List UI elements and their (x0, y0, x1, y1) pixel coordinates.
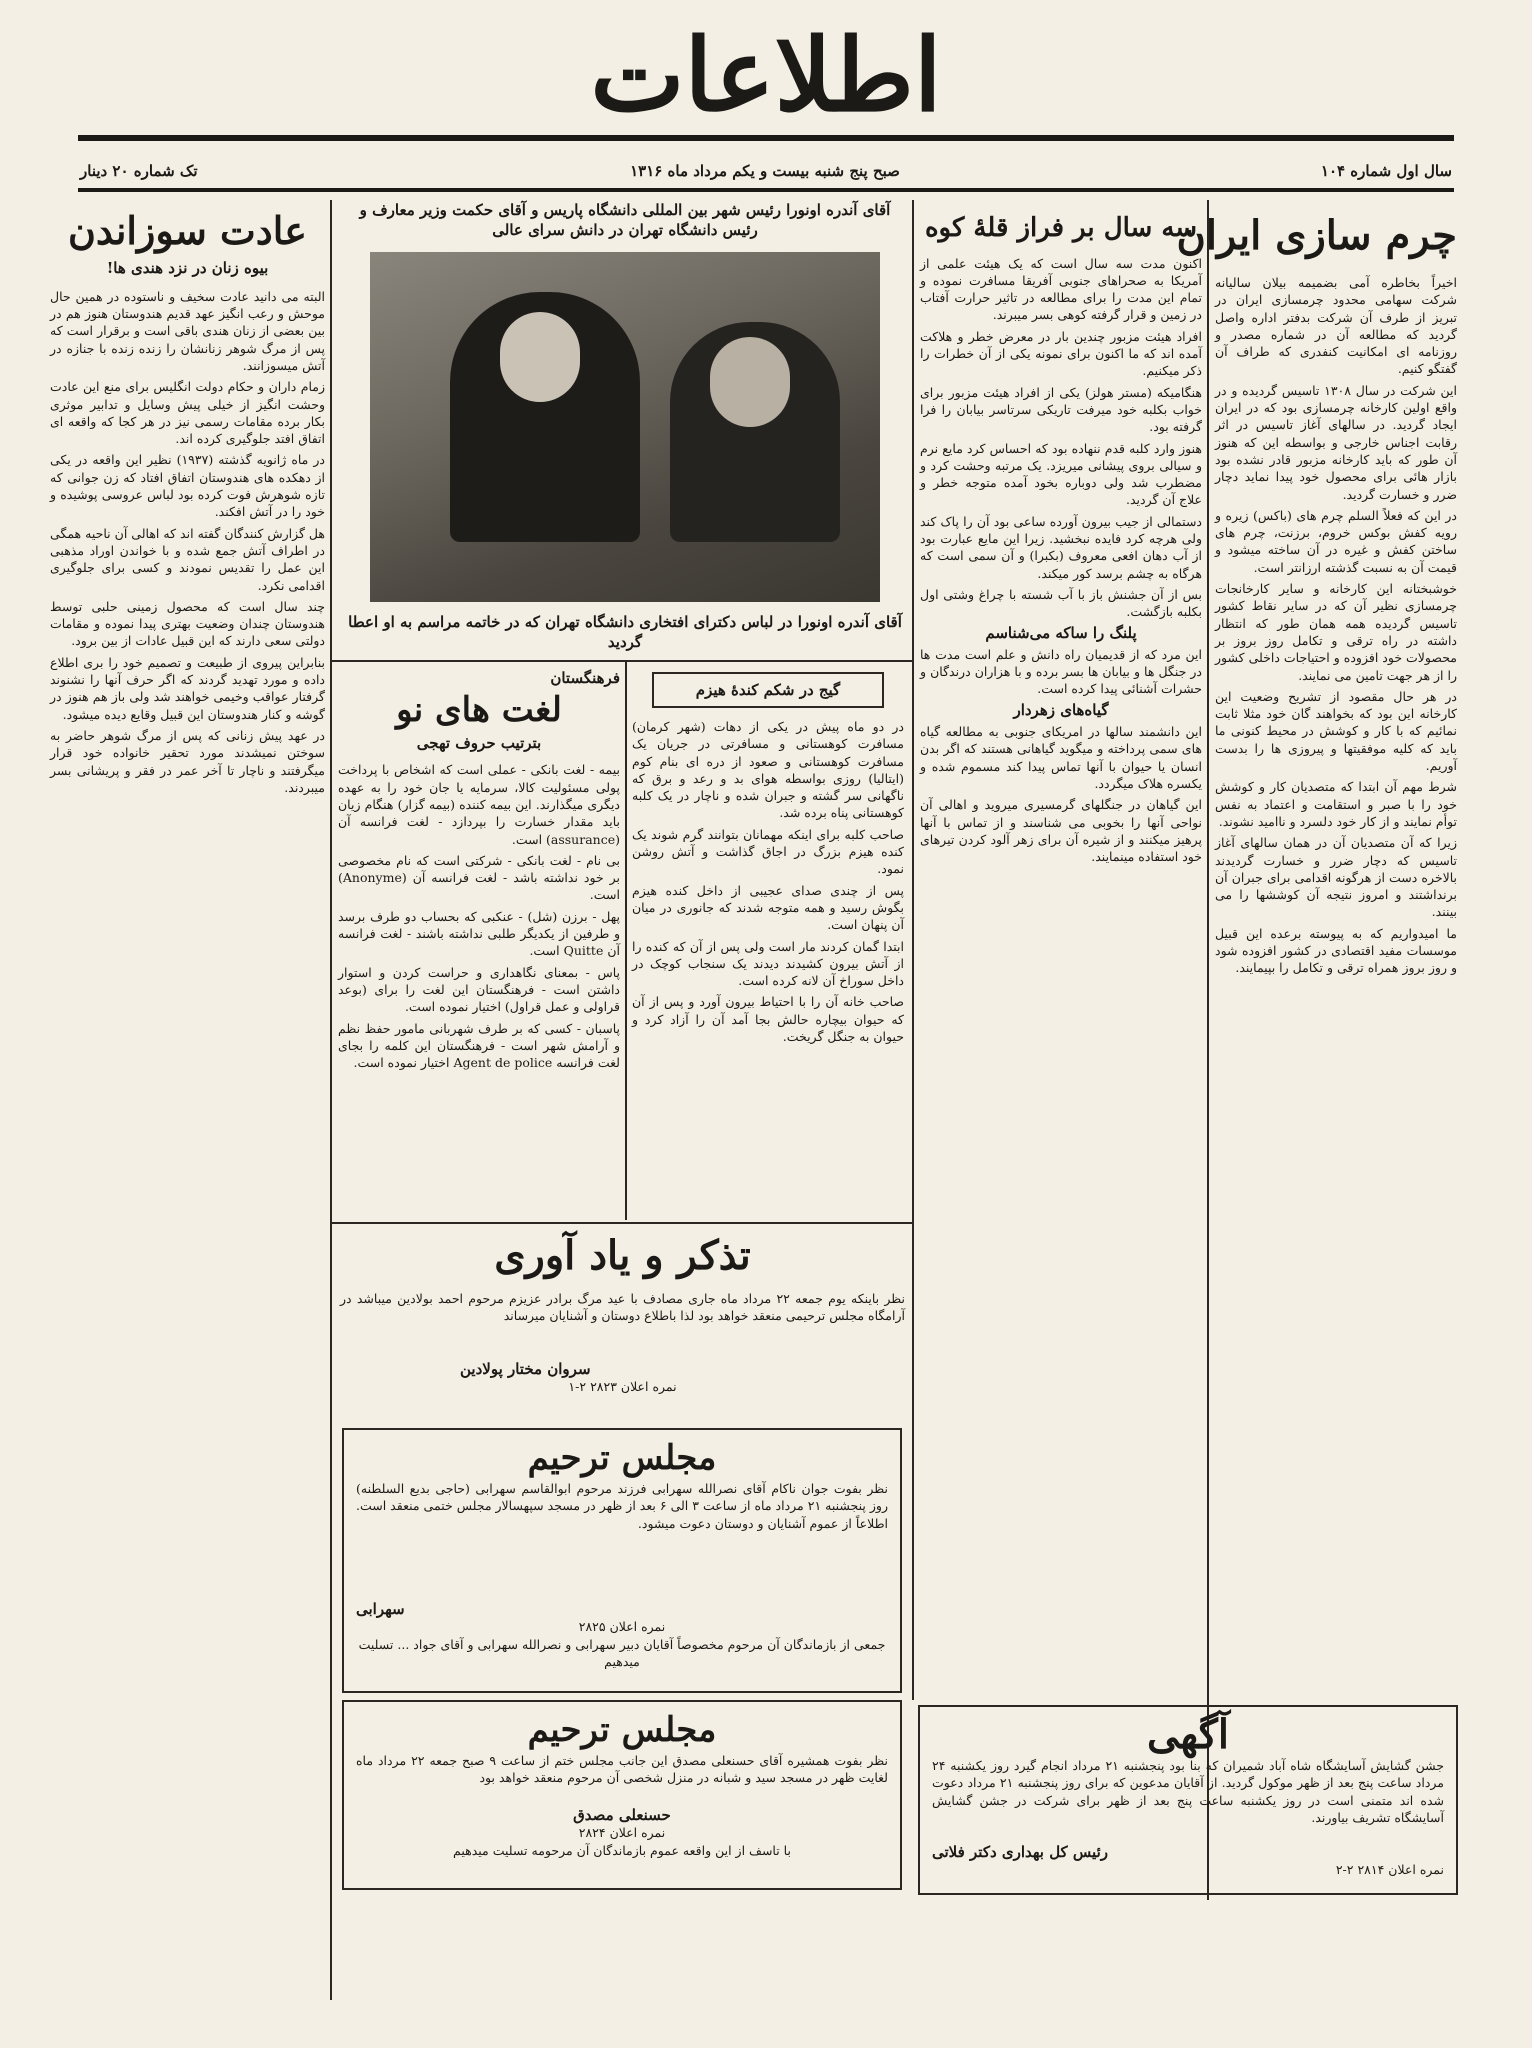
article-dictionary-section: فرهنگستان (550, 669, 620, 687)
article-habit-headline: عادت سوزاندن (68, 208, 307, 253)
dictionary-entry: بیمه - لغت بانکی - عملی است که اشخاص با پرداخت پولی مسئولیت کالا، سرمایه یا جان خود را به عهده دیگری میگذارند. این بیمه کننده (بیمه گزار) هنگام زیان باید مقدار خسارت را بپردازد - لغت فرانسه آن (assurance) است. (338, 762, 620, 847)
paragraph: شرط مهم آن ابتدا که متصدیان کار و کوشش خود را با صبر و استقامت و اعتماد به نفس توأم نمایند و از کار خود دلسرد و ناامید نشوند. (1215, 779, 1457, 829)
funeral-2-title: مجلس ترحیم (527, 1710, 717, 1750)
subheading-poison-plants: گیاه‌های زهردار (1013, 700, 1109, 719)
article-dictionary (338, 668, 620, 1218)
article-dictionary-body (338, 761, 620, 1201)
announcement-ad-number: نمره اعلان ۲۸۱۴ ۲-۲ (1335, 1862, 1444, 1877)
funeral-notice-1 (342, 1428, 902, 1693)
paragraph: در عهد پیش زنانی که پس از مرگ شوهر حاضر به سوختن نمیشدند مورد تحقیر خانواده خود قرار میگرفتند و ناچار تا آخر عمر در فقر و پریشانی بسر میبردند. (50, 727, 325, 795)
photo-caption-top: آقای آندره اونورا رئیس شهر بین المللی دانشگاه پاریس و آقای حکمت وزیر معارف و رئیس دانشگاه تهران در دانش سرای عالی (359, 201, 891, 239)
masthead-rule-top (78, 135, 1454, 141)
issue-price: تک شماره ۲۰ دینار (80, 162, 198, 180)
paragraph: زیرا که آن متصدیان آن در همان سالهای آغاز تاسیس که دچار ضرر و خسارت گردیدند بالاخره دست از هرگونه اقدامی برای جبران آن برنداشتند و امروز نتیجه آن کوششها را می بینند. (1215, 835, 1457, 920)
article-habit-body (50, 288, 325, 1988)
article-leather-headline: چرم سازی ایران (1176, 212, 1457, 259)
article-mountain-headline: سه سال بر فراز قلهٔ کوه (924, 213, 1198, 243)
column-divider-2 (912, 200, 914, 1700)
paragraph: ما امیدواریم که به پیوسته برعده این قبیل موسسات مفید اقتصادی در کشور افزوده شود و روز بروز همراه ترقی و تکامل را بپیمایند. (1215, 925, 1457, 976)
masthead-title: اطلاعات (590, 16, 942, 134)
paragraph: بنابراین پیروی از طبیعت و تصمیم خود را بری اطلاع داده و مورد تهدید گردند که اگر حرف آنها را نشنوند گرفتار عواقب وخیمی خواهند شد ولی باز هم هنوز در گوشه و کنار هندوستان این قبیل وقایع دیده میشود. (50, 654, 325, 722)
paragraph: صاحب کلبه برای اینکه مهمانان بتوانند گرم شوند یک کنده هیزم بزرگ در اجاق گذاشت و آتش روشن نمود. (632, 826, 904, 877)
funeral-1-footer: جمعی از بازماندگان آن مرحوم مخصوصاً آقایان دبیر سهرابی و نصرالله سهرابی و آقای جواد ... تسلیت میدهیم (358, 1637, 886, 1670)
paragraph: در ماه ژانویه گذشته (۱۹۳۷) نظیر این واقعه در یکی از دهکده های هندوستان اتفاق افتاد که زن جوانی که تازه شوهرش فوت کرده بود لباس عروسی پوشیده و خود را در آتش افکند. (50, 452, 325, 520)
issue-date: صبح پنج شنبه بیست و یکم مرداد ماه ۱۳۱۶ (630, 162, 900, 180)
dictionary-entry: پاس - بمعنای نگاهداری و حراست کردن و استوار داشتن است - فرهنگستان این لغت را برای (بوعد قراولی و عمل قراول) اختیار نموده است. (338, 964, 620, 1015)
funeral-2-body: نظر بفوت همشیره آقای حسنعلی مصدق این جانب مجلس ختم از ساعت ۹ صبح جمعه ۲۲ مرداد ماه لغایت ظهر در مسجد سید و شبانه در منزل شخصی آن مرحوم منعقد خواهد بود (356, 1753, 888, 1786)
funeral-1-ad-number: نمره اعلان ۲۸۲۵ (578, 1619, 666, 1634)
paragraph: بس از آن جشنش باز با آب شسته با چراغ وشتی اول بکلبه بازگشت. (920, 586, 1202, 620)
funeral-2-ad-number: نمره اعلان ۲۸۲۴ (578, 1825, 666, 1840)
article-firewood (632, 668, 904, 1218)
announcement-signature: رئیس کل بهداری دکتر فلاتی (932, 1843, 1108, 1861)
masthead-rule-bottom (78, 188, 1454, 192)
paragraph: البته می دانید عادت سخیف و ناستوده در همین حال موحش و رعب انگیز عهد قدیم هندوستان هنوز هم در بین بعضی از زنان هندی باقی است و برقرار است که پس از مرگ شوهر زنانشان را زنده زنده با جنازه در آتش میسوزانند. (50, 288, 325, 373)
paragraph: این دانشمند سالها در امریکای جنوبی به مطالعه گیاه های سمی پرداخته و میگوید گیاهانی هستند که اگر بدن انسان یا حیوان با آنها تماس پیدا کند مسموم شده و یکسره هلاک میگردد. (920, 724, 1202, 791)
paragraph: خوشبختانه این کارخانه و سایر کارخانجات چرمسازی نظیر آن که در سایر نقاط کشور تاسیس گردیده همه همان طور که انتظار داشته در راه ترقی و تکامل روز بروز بر محصولات خود افزوده و احتیاجات داخلی کشور را از هر جهت تامین می نمایند. (1215, 581, 1457, 683)
paragraph: هنگامیکه (مستر هولز) یکی از افراد هیئت مزبور برای خواب بکلبه خود میرفت تاریکی سرتاسر بیابان را فرا گرفته بود. (920, 384, 1202, 435)
funeral-1-body: نظر بفوت جوان ناکام آقای نصرالله سهرابی فرزند مرحوم ابوالقاسم سهرابی (حاجی بدیع السلطنه) روز پنجشنبه ۲۱ مرداد ماه از ساعت ۳ الی ۶ بعد از ظهر در مسجد سپهسالار مجلس ختمی منعقد است. اطلاعاً از عموم آشنایان و دوستان دعوت میشود. (356, 1481, 888, 1531)
paragraph: در هر حال مقصود از تشریح وضعیت این کارخانه این بود که بخواهند گان خود مثلا ثابت نمائیم که با کار و کوشش در محیط کنونی ما باید که کلیه موفقیتها و پیروزی ها را بدست آوریم. (1215, 688, 1457, 774)
memorial-signature: سروان مختار پولادین (460, 1360, 591, 1378)
column-divider-3 (330, 200, 332, 2000)
paragraph: پس از چندی صدای عجیبی از داخل کنده هیزم بگوش رسید و همه متوجه شدند که جانوری در میان آن پنهان است. (632, 882, 904, 933)
article-dictionary-subhead: بترتیب حروف تهجی (416, 734, 542, 753)
article-habit-subhead: بیوه زنان در نزد هندی ها! (106, 258, 269, 277)
article-firewood-title-box (652, 672, 884, 708)
photo-rule (332, 660, 912, 662)
paragraph: زمام داران و حکام دولت انگلیس برای منع این عادت وحشت انگیز از خیلی پیش وسایل و تدابیر موثری بکار برده مقامات رسمی نیز در هر کجا که واقعه ای اتفاق افتد جلوگیری کرده اند. (50, 379, 325, 447)
paragraph: اکنون مدت سه سال است که یک هیئت علمی از آمریکا به صحراهای جنوبی آفریقا مسافرت نموده و تمام این مدت را برای مطالعه در تاثیر حرارت آفتاب در زمین و قرار گرفته کوهی بسر میبرند. (920, 255, 1202, 323)
announcement (918, 1705, 1458, 1895)
paragraph: هل گزارش کنندگان گفته اند که اهالی آن ناحیه همگی در اطراف آتش جمع شده و با خواندن اوراد مذهبی این عمل را تقدیس نمودند و کسی برای جلوگیری اقدامی نکرد. (50, 525, 325, 593)
funeral-notice-2 (342, 1700, 902, 1890)
column-divider-1 (1207, 200, 1209, 1900)
funeral-2-signature: حسنعلی مصدق (573, 1806, 671, 1824)
funeral-2-footer: با تاسف از این واقعه عموم بازماندگان آن مرحومه تسلیت میدهیم (453, 1843, 791, 1858)
paragraph: این شرکت در سال ۱۳۰۸ تاسیس گردیده و در واقع اولین کارخانه چرمسازی بود که در ایران ایجاد گردید. در سالهای آغاز تاسیس در اثر رقابت اجناس خارجی و بواسطه این که هنوز آن طور که باید کارخانه مزبور قادر نشده بود بازار هائی برای محصول خود پیدا نماید دچار ضرر و خسارت گردید. (1215, 382, 1457, 502)
memorial-ad-number: نمره اعلان ۲۸۲۳ ۲-۱ (568, 1379, 677, 1394)
photo-face-right (710, 337, 790, 427)
paragraph: این مرد که از قدیمیان راه دانش و علم است مدت ها در جنگل ها و بیابان ها بسر برده و با هزاران درندگان و حشرات آشنائی پیدا کرده است. (920, 646, 1202, 697)
paragraph: دستمالی از جیب بیرون آورده ساعی بود آن را پاک کند ولی هرچه کرد فایده نبخشید. زیرا این مایع عبارت بود از آب دهان افعی معروف (بکبرا) و آن سمی است که هرگاه به چشم برسد کور میکند. (920, 513, 1202, 581)
announcement-body: جشن گشایش آسایشگاه شاه آباد شمیران که بنا بود پنجشنبه ۲۱ مرداد انجام گیرد روز یکشنبه ۲۴ مرداد ساعت پنج بعد از ظهر موکول گردید. از آقایان مدعوین که برای روز پنجشنبه ۲۱ مرداد دعوت شده اند متمنی است در روز یکشنبه ساعت پنج بعد از ظهر برای شرکت در جشن گشایش آسایشگاه تشریف بیاورند. (932, 1758, 1444, 1825)
article-firewood-title: گیج در شکم کندهٔ هیزم (695, 681, 841, 699)
news-photo (370, 252, 880, 602)
paragraph: در این که فعلاً السلم چرم های (باکس) زیره و رویه کفش بوکس خروم، برزنت، چرم های ساختن کفش و غیره در آن ساخته میشود و قیمت آن به نسبت گذشته ارزانتر است. (1215, 507, 1457, 575)
paragraph: در دو ماه پیش در یکی از دهات (شهر کرمان) مسافرت کوهستانی و مسافرتی در جریان یک مسافرت کوهستانی و صعود از دره ای بنام کوم (ایتالیا) روزی بواسطه هوای بد و رعد و برق که ناگهانی سر گشته و جبران شده و ناچار در یک کلبه کوهستانی پناه برده شد. (632, 719, 904, 821)
memorial-notice (340, 1228, 905, 1418)
article-leather-body (1215, 274, 1457, 1874)
funeral-1-signature: سهرابی (356, 1600, 405, 1618)
article-habit (50, 200, 325, 2000)
dictionary-entry: پهل - برزن (شل) - عنکبی که بحساب دو طرف برسد و طرفین از یکدیگر طلبی نداشته باشند - لغت فرانسه آن Quitte است. (338, 908, 620, 959)
photo-face-left (500, 312, 580, 402)
subheading-leopard: پلنگ را ساکه می‌شناسم (985, 623, 1137, 642)
article-mountain (920, 200, 1202, 1700)
article-firewood-body (632, 718, 904, 1208)
article-mountain-body (920, 255, 1202, 1695)
column-divider-4 (625, 660, 627, 1220)
issue-number: سال اول شماره ۱۰۴ (1320, 162, 1452, 180)
paragraph: این گیاهان در جنگلهای گرمسیری میروید و اهالی آن نواحی آنها را بخوبی می شناسند و از تماس با آنها پرهیز میکنند و از شیره آن برای زهر آلود کردن تیرهای خود استفاده مینمایند. (920, 797, 1202, 865)
paragraph: اخیراً بخاطره آمی بضمیمه بیلان سالیانه شرکت سهامی محدود چرمسازی ایران در تبریز از طرف آن شرکت بدفتر اداره واصل گردید که مطالعه آن در شماره مصدر و روزنامه ای امکانیت کنفدری که طراف آن گفتگو کنیم. (1215, 275, 1457, 377)
memorial-title: تذکر و یاد آوری (494, 1232, 751, 1279)
paragraph: افراد هیئت مزبور چندین بار در معرض خطر و هلاکت آمده اند که ما اکنون برای نمونه یکی از آن خطرات را ذکر میکنیم. (920, 328, 1202, 379)
dictionary-entry: پاسبان - کسی که بر طرف شهربانی مامور حفظ نظم و آرامش شهر است - فرهنگستان این کلمه را بجای لغت فرانسه Agent de police اختیار نموده است. (338, 1020, 620, 1071)
memorial-body: نظر باینکه یوم جمعه ۲۲ مرداد ماه جاری مصادف با عید مرگ برادر عزیزم مرحوم احمد بولادین میباشد در آرامگاه مجلس ترحیمی منعقد خواهد بود لذا باطلاع دوستان و آشنایان میرساند (340, 1291, 906, 1324)
announcement-title: آگهی (1147, 1711, 1229, 1758)
funeral-1-title: مجلس ترحیم (527, 1438, 717, 1478)
photo-caption-bottom: آقای آندره اونورا در لباس دکترای افتخاری دانشگاه تهران که در خاتمه مراسم به او اعطا گردید (348, 613, 902, 651)
article-dictionary-headline: لغت های نو (396, 690, 562, 730)
paragraph: چند سال است که محصول زمینی حلبی توسط هندوستان چندان وضعیت بهتری پیدا نموده و مقامات دولتی سعی دارند که این قبیل عادات از بین برود. (50, 598, 325, 649)
memorial-rule (332, 1222, 912, 1224)
dictionary-entry: بی نام - لغت بانکی - شرکتی است که نام مخصوصی بر خود نداشته باشد - لغت فرانسه آن (Anonyme) است. (338, 852, 620, 903)
paragraph: ابتدا گمان کردند مار است ولی پس از آن که کنده را از آتش بیرون کشیدند دیدند یک سنجاب کوچک در داخل سوراخ آن لانه کرده است. (632, 938, 904, 989)
paragraph: صاحب خانه آن را با احتیاط بیرون آورد و پس از آن که حیوان بیچاره حالش بجا آمد آن را آزاد کرد و حیوان به جنگل گریخت. (632, 994, 904, 1045)
paragraph: هنوز وارد کلبه قدم ننهاده بود که احساس کرد مایع نرم و سیالی بروی پیشانی میریزد. یک مرتبه وحشت کرد و مضطرب شد ولی دوباره بخود آمده متوجه خطر و علاج آن گردید. (920, 440, 1202, 508)
